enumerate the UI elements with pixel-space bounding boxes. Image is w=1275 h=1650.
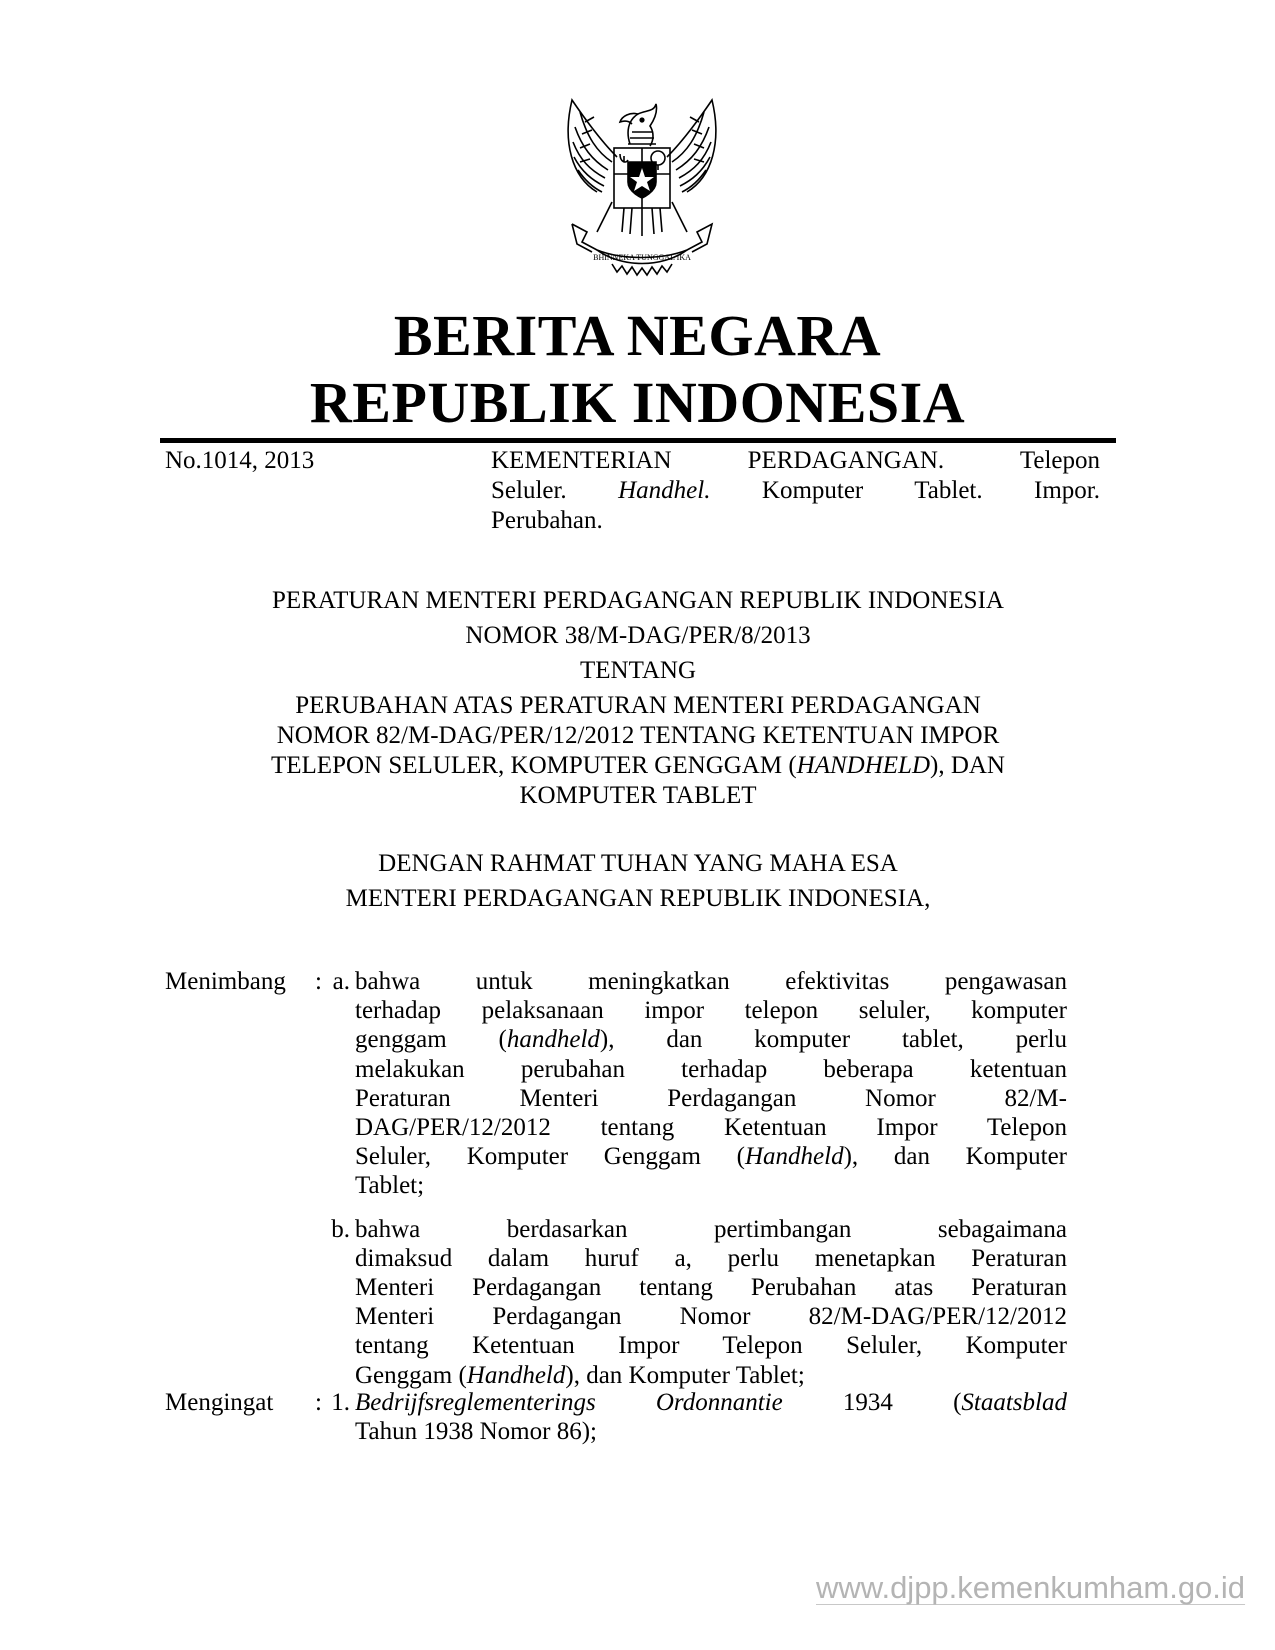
text-run-italic: Staatsblad [961,1389,1067,1416]
text-line [355,1142,1067,1171]
text-run: TELEPON SELULER, KOMPUTER GENGGAM ( [270,752,797,779]
text-run-italic: Handheld [744,1143,844,1171]
item-body [355,967,1067,1201]
regulation-title-line: PERATURAN MENTERI PERDAGANGAN REPUBLIK INDONESIA [272,587,1004,614]
subject-word: PERDAGANGAN. [747,447,945,474]
subject-line-2 [491,476,1100,506]
subject-line-3 [491,506,1100,536]
subject-word: Seluler. [491,477,567,504]
text-line: bahwa untuk meningkatkan efektivitas pengawasan [355,968,1067,995]
item-spacer [165,1201,1105,1215]
text-run-italic: Bedrijfsreglementerings [355,1389,596,1416]
text-run-italic: Handheld [466,1361,566,1389]
preamble-heading [160,846,1116,916]
source-watermark: www.djpp.kemenkumham.go.id [816,1570,1246,1605]
text-line: Peraturan Menteri Perdagangan Nomor 82/M- [355,1084,1067,1112]
svg-text:BHINNEKA TUNGGAL IKA: BHINNEKA TUNGGAL IKA [593,253,691,262]
section-mengingat [165,1388,1105,1446]
text-line: Tahun 1938 Nomor 86); [355,1418,597,1446]
text-run-italic: HANDHELD [796,752,930,779]
subject-word: Telepon [1019,447,1100,474]
masthead-title-line1: BERITA NEGARA [393,303,882,368]
consideration-item-b [331,1215,1105,1390]
text-run: ), DAN [930,752,1005,779]
item-body [355,1388,1067,1446]
text-line: dimaksud dalam huruf a, perlu menetapkan Peraturan [355,1244,1067,1272]
regulation-title-line [160,751,1116,781]
text-line: DAG/PER/12/2012 tentang Ketentuan Impor Telepon [355,1114,1067,1142]
section-label: Mengingat [165,1389,274,1416]
legal-basis-item-1 [331,1388,1105,1446]
text-line [355,1025,1067,1054]
text-run: Seluler, Komputer Genggam ( [355,1143,745,1171]
masthead-divider [160,438,1116,443]
section-label: Menimbang [165,968,286,995]
text-run: ), dan komputer tablet, perlu [599,1026,1067,1054]
text-line: Menteri Perdagangan tentang Perubahan atas Peraturan [355,1274,1067,1302]
subject-word: Komputer [761,477,864,504]
section-colon: : [315,1389,322,1416]
subject-line-1 [491,446,1100,476]
subject-word: Impor. [1034,477,1100,504]
text-line: tentang Ketentuan Impor Telepon Seluler, Komputer [355,1332,1067,1360]
text-run: ), dan Komputer Tablet; [565,1361,805,1389]
invocation-line: DENGAN RAHMAT TUHAN YANG MAHA ESA [378,850,898,877]
text-run: ), dan Komputer [843,1143,1067,1171]
text-line: terhadap pelaksanaan impor telepon seluler, komputer [355,997,1067,1025]
regulation-number: NOMOR 38/M-DAG/PER/8/2013 [465,622,811,649]
minister-line: MENTERI PERDAGANGAN REPUBLIK INDONESIA, [345,885,931,912]
regulation-title-line: TENTANG [579,657,697,684]
text-line [355,1361,1067,1390]
text-run-italic: Ordonnantie [655,1389,783,1416]
text-line: Tablet; [355,1172,425,1200]
item-body [355,1215,1067,1390]
regulation-title-line: NOMOR 82/M-DAG/PER/12/2012 TENTANG KETENTUAN IMPOR [276,722,1000,749]
item-marker: 1. [331,1389,350,1416]
regulation-subtitle [160,721,1116,811]
masthead-title-line2: REPUBLIK INDONESIA [309,370,966,435]
section-colon: : [315,968,322,995]
text-run: genggam ( [355,1026,507,1054]
section-menimbang [165,967,1105,1390]
subject-word: Tablet. [914,477,983,504]
text-run [953,1388,1067,1417]
text-run: Genggam ( [355,1361,467,1389]
text-line: bahwa berdasarkan pertimbangan sebagaimana [355,1215,1067,1243]
item-marker: a. [332,968,350,995]
text-run: 1934 [842,1389,893,1416]
regulation-title-line: PERUBAHAN ATAS PERATURAN MENTERI PERDAGANGAN [295,692,981,719]
consideration-item-a [332,967,1105,1201]
subject-word: Perubahan. [491,507,603,534]
regulation-title-line: KOMPUTER TABLET [519,782,757,809]
issue-number: No.1014, 2013 [165,447,315,474]
text-line: melakukan perubahan terhadap beberapa ketentuan [355,1055,1067,1083]
text-line: Menteri Perdagangan Nomor 82/M-DAG/PER/12/2012 [355,1303,1067,1331]
item-marker: b. [331,1215,350,1243]
text-line [355,1388,1067,1417]
subject-summary [491,446,1100,536]
subject-word-italic: Handhel. [618,477,711,504]
subject-word: KEMENTERIAN [491,447,672,474]
garuda-emblem-icon [542,82,742,277]
text-run-italic: handheld [506,1026,600,1054]
text-run: ( [953,1389,962,1416]
regulation-title [160,583,1116,723]
